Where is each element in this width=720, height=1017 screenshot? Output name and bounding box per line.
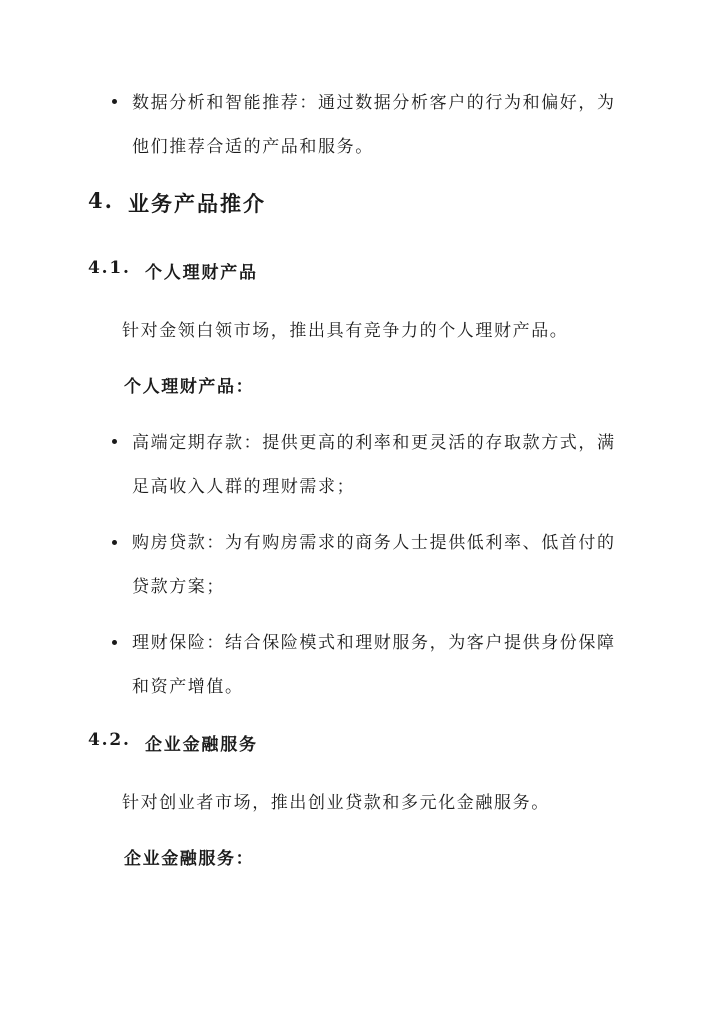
list-item-line2: 足高收入人群的理财需求； <box>132 477 356 497</box>
list-item-line1: 高端定期存款：提供更高的利率和更灵活的存取款方式，满 <box>132 433 616 453</box>
list-item-line1: 购房贷款：为有购房需求的商务人士提供低利率、低首付的 <box>132 533 616 553</box>
bullet-icon <box>112 99 117 104</box>
list-item-line2: 贷款方案； <box>132 577 225 597</box>
section-4-1-subheading: 个人理财产品： <box>124 377 255 397</box>
section-4-number: 4. <box>88 188 114 213</box>
section-4-1-number: 4.1. <box>88 258 131 278</box>
section-4-1-title: 个人理财产品 <box>145 263 258 283</box>
list-item-line1: 理财保险：结合保险模式和理财服务，为客户提供身份保障 <box>132 633 616 653</box>
section-4-2-title: 企业金融服务 <box>145 735 258 755</box>
section-4-2-number: 4.2. <box>88 730 131 750</box>
section-4-title: 业务产品推介 <box>128 191 266 216</box>
bullet-text-line2: 他们推荐合适的产品和服务。 <box>132 137 374 157</box>
list-item-line2: 和资产增值。 <box>132 677 244 697</box>
section-4-2-subheading: 企业金融服务： <box>124 849 255 869</box>
bullet-icon <box>112 540 117 545</box>
bullet-text-line1: 数据分析和智能推荐：通过数据分析客户的行为和偏好，为 <box>132 93 616 113</box>
bullet-icon <box>112 439 117 444</box>
section-4-1-intro: 针对金领白领市场，推出具有竞争力的个人理财产品。 <box>122 321 569 341</box>
section-4-2-intro: 针对创业者市场，推出创业贷款和多元化金融服务。 <box>122 793 550 813</box>
bullet-icon <box>112 640 117 645</box>
